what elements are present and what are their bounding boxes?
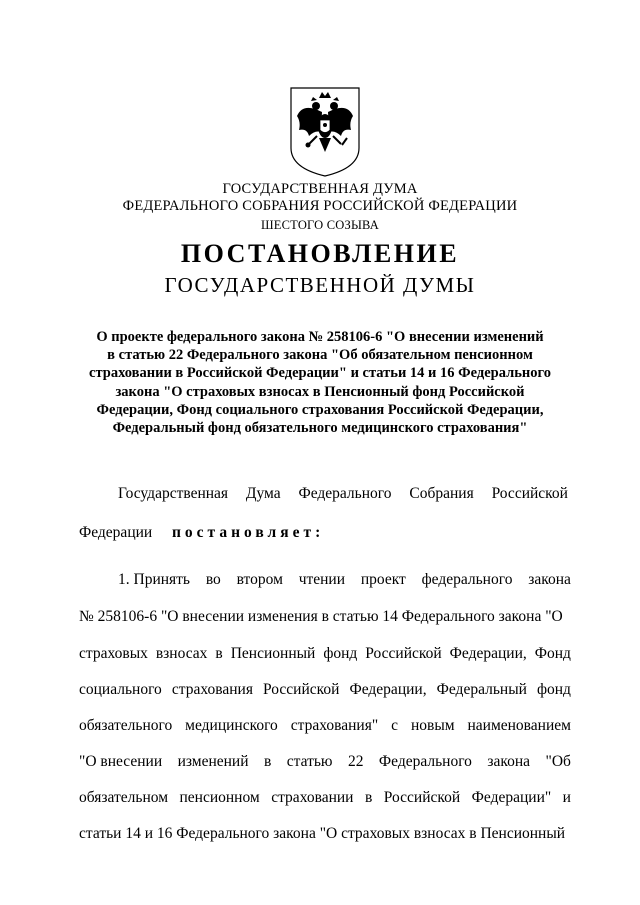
word: обязательного bbox=[79, 717, 173, 734]
word: фонд bbox=[536, 681, 571, 698]
para1-line-3 bbox=[79, 680, 571, 700]
word: социального bbox=[79, 681, 162, 698]
subject-line: страховании в Российской Федерации" и статьи 14 и 16 Федерального bbox=[89, 365, 551, 382]
word: Дума bbox=[245, 485, 281, 502]
word: "О внесении bbox=[79, 753, 163, 770]
subject-line: О проекте федерального закона № 258106-6 "О внесении изменений bbox=[96, 329, 544, 345]
word: изменений bbox=[177, 753, 249, 770]
para1-line-2 bbox=[79, 644, 571, 664]
word: страхования bbox=[171, 681, 253, 698]
para1-line-0 bbox=[118, 570, 571, 590]
word: Российской bbox=[491, 485, 568, 502]
word: наименованием bbox=[467, 717, 571, 734]
word: страховых bbox=[79, 645, 148, 662]
intro-verb: постановляет: bbox=[171, 524, 325, 541]
document-issuer-title: ГОСУДАРСТВЕННОЙ ДУМЫ bbox=[164, 273, 476, 297]
intro-line-1 bbox=[118, 484, 568, 504]
intro-federation: Федерации bbox=[79, 524, 153, 541]
word: с bbox=[391, 717, 399, 734]
word: закона bbox=[528, 571, 571, 588]
word: втором bbox=[236, 571, 283, 588]
word: страховании bbox=[271, 789, 354, 806]
word: новым bbox=[410, 717, 455, 734]
word: Федеральный bbox=[436, 681, 527, 698]
word: во bbox=[205, 571, 221, 588]
russian-coat-of-arms-emblem bbox=[289, 86, 361, 178]
resolution-subject bbox=[60, 328, 580, 437]
word: Собрания bbox=[409, 485, 474, 502]
org-name-line2: ФЕДЕРАЛЬНОГО СОБРАНИЯ РОССИЙСКОЙ ФЕДЕРАЦИИ bbox=[122, 198, 518, 214]
subject-line: в статью 22 Федерального закона "Об обязательном пенсионном bbox=[107, 347, 533, 364]
word: Российской bbox=[383, 789, 461, 806]
word: медицинского bbox=[185, 717, 278, 734]
word: обязательном bbox=[79, 789, 168, 806]
word: Пенсионный bbox=[230, 645, 316, 662]
para1-line-4 bbox=[79, 716, 571, 736]
word: пенсионном bbox=[179, 789, 260, 806]
word: страхования" bbox=[290, 717, 379, 734]
word: в bbox=[215, 645, 223, 662]
word: Федерации, bbox=[349, 681, 427, 698]
subject-line: закона "О страховых взносах в Пенсионный фонд Российской bbox=[115, 383, 525, 400]
word: проект bbox=[360, 571, 406, 588]
para1-line-5 bbox=[79, 752, 571, 772]
word: и bbox=[562, 789, 571, 806]
para1-line-7: статьи 14 и 16 Федерального закона "О страховых взносах в Пенсионный bbox=[79, 825, 566, 842]
word: взносах bbox=[155, 645, 208, 662]
word: федерального bbox=[421, 571, 513, 588]
word: Российской bbox=[365, 645, 442, 662]
word: Фонд bbox=[534, 645, 571, 662]
para1-line-1: № 258106-6 "О внесении изменения в статью 14 Федерального закона "О bbox=[79, 608, 563, 625]
word: статью bbox=[286, 753, 333, 770]
org-name-line1: ГОСУДАРСТВЕННАЯ ДУМА bbox=[222, 181, 418, 197]
word: 22 bbox=[347, 753, 364, 770]
subject-line: Федеральный фонд обязательного медицинского страхования" bbox=[112, 420, 528, 437]
para1-line-6 bbox=[79, 788, 571, 808]
word: Федерального bbox=[378, 753, 472, 770]
word: Федерации" bbox=[471, 789, 552, 806]
word: Федерального bbox=[298, 485, 392, 502]
word: в bbox=[263, 753, 272, 770]
word: чтении bbox=[298, 571, 346, 588]
word: закона bbox=[487, 753, 531, 770]
word: в bbox=[364, 789, 373, 806]
word: фонд bbox=[323, 645, 358, 662]
word: "Об bbox=[545, 753, 571, 770]
subject-line: Федерации, Фонд социального страхования Российской Федерации, bbox=[96, 401, 544, 418]
word: 1. Принять bbox=[118, 571, 191, 588]
convocation-line: ШЕСТОГО СОЗЫВА bbox=[260, 218, 380, 232]
document-type-title: ПОСТАНОВЛЕНИЕ bbox=[180, 239, 460, 268]
word: Федерации, bbox=[449, 645, 527, 662]
word: Государственная bbox=[118, 485, 229, 502]
word: Российской bbox=[263, 681, 340, 698]
intro-line-2 bbox=[79, 523, 324, 543]
